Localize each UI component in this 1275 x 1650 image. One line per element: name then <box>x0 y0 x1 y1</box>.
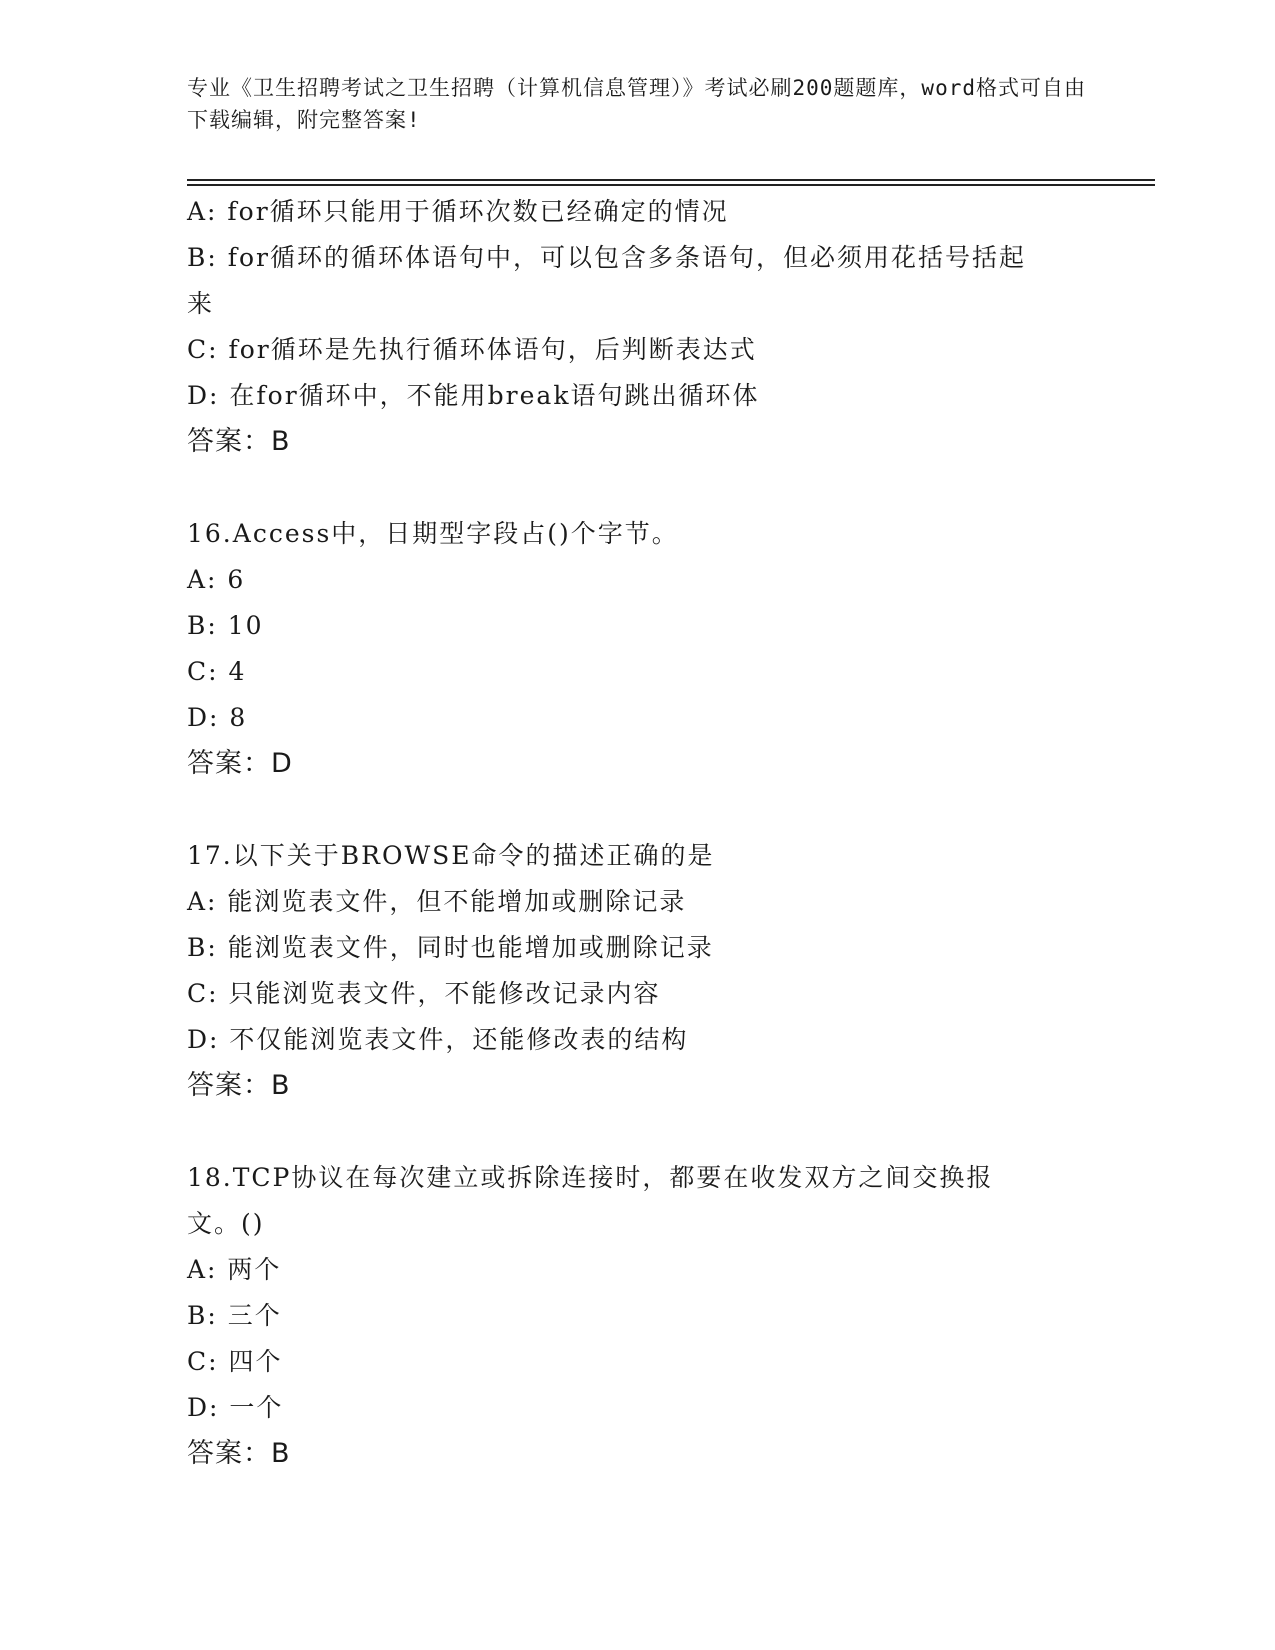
header-rule-top <box>187 179 1155 181</box>
answer-line: 答案：D <box>187 748 293 779</box>
document-header: 专业《卫生招聘考试之卫生招聘（计算机信息管理）》考试必刷200题题库，word格式可自由下载编辑，附完整答案! <box>187 76 1086 132</box>
option-b: B: for循环的循环体语句中，可以包含多条语句，但必须用花括号括起来 <box>187 243 1026 318</box>
question-block-16 <box>187 511 1087 787</box>
question-block-18 <box>187 1155 1087 1477</box>
answer-line: 答案：B <box>187 1070 291 1101</box>
question-block-17 <box>187 833 1087 1109</box>
option-c: C: for循环是先执行循环体语句，后判断表达式 <box>187 335 757 364</box>
option-d: D: 一个 <box>187 1393 284 1422</box>
option-a: A: for循环只能用于循环次数已经确定的情况 <box>187 197 729 226</box>
option-c: C: 只能浏览表文件，不能修改记录内容 <box>187 979 661 1008</box>
answer-line: 答案：B <box>187 426 291 457</box>
option-d: D: 8 <box>187 703 248 732</box>
question-list <box>187 189 1087 1477</box>
header-rule-bottom <box>187 184 1155 186</box>
option-d: D: 在for循环中，不能用break语句跳出循环体 <box>187 381 760 410</box>
option-b: B: 能浏览表文件，同时也能增加或删除记录 <box>187 933 714 962</box>
spacer <box>187 1109 1087 1155</box>
option-b: B: 三个 <box>187 1301 282 1330</box>
option-a: A: 能浏览表文件，但不能增加或删除记录 <box>187 887 687 916</box>
spacer <box>187 465 1087 511</box>
question-text: 17.以下关于BROWSE命令的描述正确的是 <box>187 841 715 870</box>
option-a: A: 6 <box>187 565 246 594</box>
question-block-15 <box>187 189 1087 465</box>
answer-line: 答案：B <box>187 1438 291 1469</box>
question-text: 16.Access中，日期型字段占()个字节。 <box>187 519 679 548</box>
spacer <box>187 787 1087 833</box>
option-d: D: 不仅能浏览表文件，还能修改表的结构 <box>187 1025 689 1054</box>
option-c: C: 四个 <box>187 1347 283 1376</box>
question-text: 18.TCP协议在每次建立或拆除连接时，都要在收发双方之间交换报文。() <box>187 1163 994 1238</box>
option-b: B: 10 <box>187 611 264 640</box>
option-c: C: 4 <box>187 657 247 686</box>
option-a: A: 两个 <box>187 1255 282 1284</box>
